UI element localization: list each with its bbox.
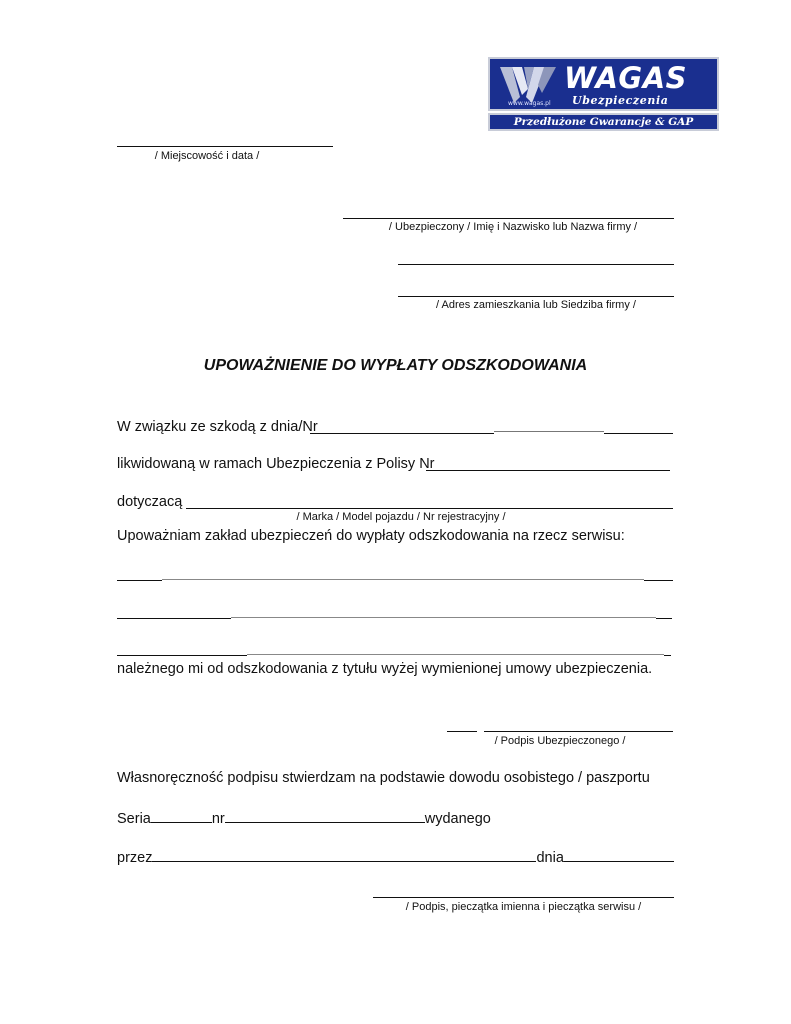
- logo-subtitle: Ubezpieczenia: [572, 94, 669, 107]
- logo-brand: WAGAS: [564, 61, 688, 95]
- service-line-2a[interactable]: [117, 618, 231, 619]
- place-date-label: / Miejscowość i data /: [154, 150, 260, 162]
- authorize-text: Upoważniam zakład ubezpieczeń do wypłaty odszkodowania na rzecz serwisu:: [117, 528, 625, 544]
- issuer-field[interactable]: [152, 847, 536, 862]
- damage-gap-line: [494, 431, 604, 432]
- vehicle-line[interactable]: [186, 508, 673, 509]
- address-line-1[interactable]: [398, 264, 674, 265]
- address-label: / Adres zamieszkania lub Siedziba firmy /: [436, 299, 636, 311]
- wagas-logo: [488, 57, 719, 131]
- logo-tagline: Przedłużone Gwarancje & GAP: [488, 113, 719, 131]
- service-signature-label: / Podpis, pieczątka imienna i pieczątka serwisu /: [405, 901, 642, 913]
- date-label: dnia: [536, 850, 564, 866]
- service-line-1c[interactable]: [644, 580, 673, 581]
- damage-date-line[interactable]: [310, 433, 494, 434]
- place-date-line[interactable]: [117, 146, 333, 147]
- by-label: przez: [117, 850, 153, 866]
- concerning-label: dotyczacą: [117, 494, 183, 510]
- damage-label: W związku ze szkodą z dnia/Nr: [117, 419, 318, 435]
- logo-website: www.wagas.pl: [508, 100, 551, 107]
- verification-statement: Własnoręczność podpisu stwierdzam na podstawie dowodu osobistego / paszportu: [117, 770, 650, 786]
- number-field[interactable]: [225, 808, 425, 823]
- vehicle-caption: / Marka / Model pojazdu / Nr rejestracyjny /: [296, 511, 506, 523]
- service-signature-line[interactable]: [373, 897, 674, 898]
- series-row: [117, 808, 491, 827]
- damage-number-line[interactable]: [604, 433, 673, 434]
- issue-date-field[interactable]: [564, 847, 674, 862]
- service-line-1a[interactable]: [117, 580, 162, 581]
- address-line-2[interactable]: [398, 296, 674, 297]
- series-field[interactable]: [151, 808, 212, 823]
- service-line-3b[interactable]: [247, 654, 664, 655]
- series-label: Seria: [117, 811, 151, 827]
- insured-signature-line-a[interactable]: [447, 731, 477, 732]
- service-line-3c[interactable]: [664, 655, 671, 656]
- policy-label: likwidowaną w ramach Ubezpieczenia z Polisy Nr: [117, 456, 435, 472]
- logo-banner: [488, 57, 719, 111]
- insured-signature-line-b[interactable]: [484, 731, 673, 732]
- issued-label: wydanego: [424, 811, 491, 827]
- service-line-3a[interactable]: [117, 655, 247, 656]
- service-line-2c[interactable]: [656, 618, 672, 619]
- issued-by-row: [117, 847, 674, 866]
- document-title: UPOWAŻNIENIE DO WYPŁATY ODSZKODOWANIA: [203, 357, 588, 374]
- policy-number-line[interactable]: [426, 470, 670, 471]
- service-line-1b[interactable]: [162, 579, 644, 580]
- insured-name-line[interactable]: [343, 218, 674, 219]
- service-line-2b[interactable]: [231, 617, 656, 618]
- insured-name-label: / Ubezpieczony / Imię i Nazwisko lub Nazwa firmy /: [388, 221, 638, 233]
- number-label: nr: [211, 811, 225, 827]
- due-text: należnego mi od odszkodowania z tytułu wyżej wymienionej umowy ubezpieczenia.: [117, 661, 653, 677]
- insured-signature-label: / Podpis Ubezpieczonego /: [494, 735, 626, 747]
